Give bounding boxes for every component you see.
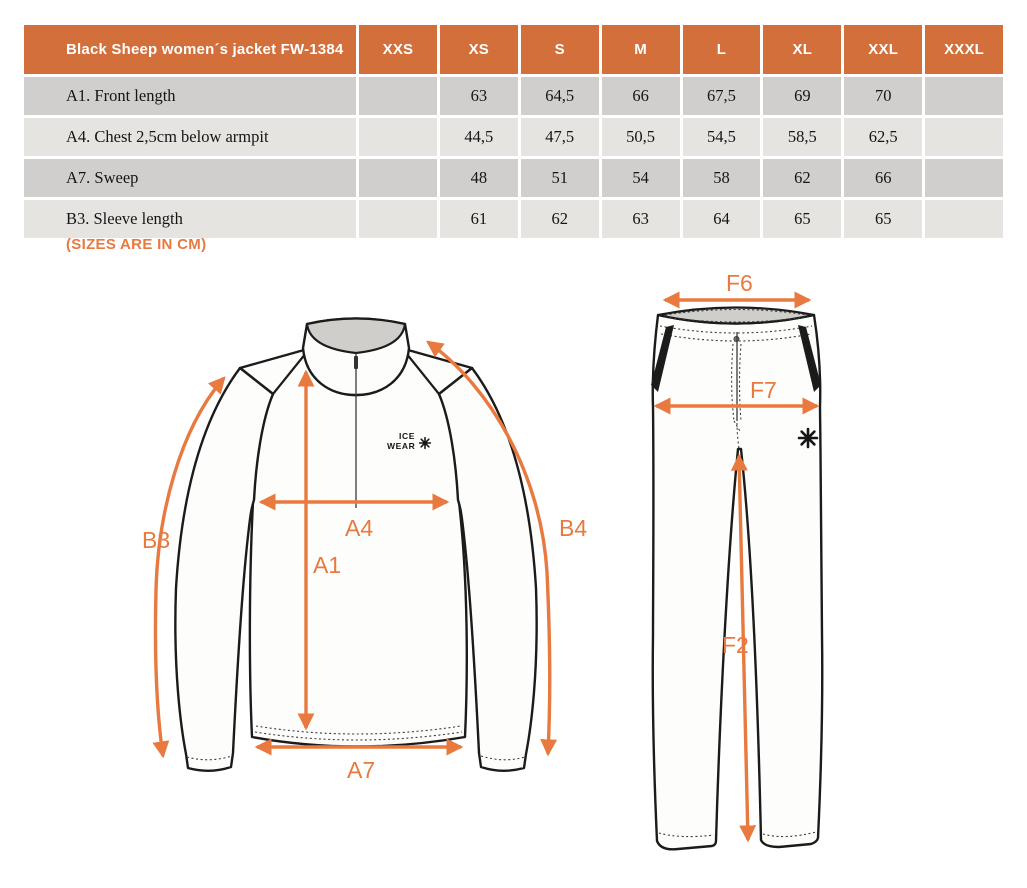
size-value-cell: 54 (602, 159, 680, 197)
row-label-cell: A7. Sweep (24, 159, 356, 197)
size-value-cell: 67,5 (683, 77, 761, 115)
logo-text-ice: ICE (399, 431, 415, 441)
size-header-cell-s: S (521, 25, 599, 74)
size-value-cell: 48 (440, 159, 518, 197)
f7-label: F7 (750, 377, 777, 403)
size-value-cell: 54,5 (683, 118, 761, 156)
size-value-cell (359, 118, 437, 156)
table-row-front-length (24, 77, 1003, 115)
size-value-cell (925, 77, 1003, 115)
size-header-cell-xxxl: XXXL (925, 25, 1003, 74)
sizes-note: (SIZES ARE IN CM) (66, 236, 207, 253)
snowflake-icon (799, 429, 817, 447)
size-value-cell (359, 77, 437, 115)
row-label-cell: B3. Sleeve length (24, 200, 356, 238)
size-value-cell: 61 (440, 200, 518, 238)
size-value-cell: 63 (602, 200, 680, 238)
table-row-chest (24, 118, 1003, 156)
size-value-cell: 65 (844, 200, 922, 238)
zipper-pull (354, 356, 358, 369)
size-value-cell: 64,5 (521, 77, 599, 115)
size-value-cell: 70 (844, 77, 922, 115)
jacket-diagram (140, 290, 620, 810)
f2-label: F2 (722, 632, 749, 658)
size-value-cell (925, 200, 1003, 238)
b4-label: B4 (559, 515, 588, 541)
logo-text-wear: WEAR (387, 441, 416, 451)
size-header-cell-m: M (602, 25, 680, 74)
f6-label: F6 (726, 270, 753, 296)
size-value-cell: 47,5 (521, 118, 599, 156)
table-row-sweep (24, 159, 1003, 197)
size-header-cell-xxs: XXS (359, 25, 437, 74)
row-label-cell: A4. Chest 2,5cm below armpit (24, 118, 356, 156)
row-label-cell: A1. Front length (24, 77, 356, 115)
size-value-cell (925, 118, 1003, 156)
size-value-cell (925, 159, 1003, 197)
snowflake-icon (420, 438, 431, 449)
size-value-cell: 66 (844, 159, 922, 197)
size-value-cell: 58 (683, 159, 761, 197)
a7-label: A7 (347, 757, 376, 783)
b3-label: B3 (142, 527, 171, 553)
table-title-cell: Black Sheep women´s jacket FW-1384 (24, 25, 356, 74)
size-value-cell: 62,5 (844, 118, 922, 156)
size-value-cell: 51 (521, 159, 599, 197)
size-value-cell: 62 (763, 159, 841, 197)
size-value-cell: 66 (602, 77, 680, 115)
size-header-cell-xs: XS (440, 25, 518, 74)
size-value-cell (359, 200, 437, 238)
size-value-cell: 63 (440, 77, 518, 115)
pants-diagram (620, 270, 920, 875)
a4-label: A4 (345, 515, 374, 541)
size-value-cell (359, 159, 437, 197)
size-value-cell: 69 (763, 77, 841, 115)
size-header-cell-l: L (683, 25, 761, 74)
a1-label: A1 (313, 552, 342, 578)
table-row-sleeve-length (24, 200, 1003, 238)
size-value-cell: 44,5 (440, 118, 518, 156)
size-header-cell-xl: XL (763, 25, 841, 74)
size-value-cell: 65 (763, 200, 841, 238)
size-value-cell: 64 (683, 200, 761, 238)
size-header-cell-xxl: XXL (844, 25, 922, 74)
size-value-cell: 62 (521, 200, 599, 238)
table-header-row (24, 25, 1003, 74)
size-table (21, 22, 1006, 241)
size-value-cell: 50,5 (602, 118, 680, 156)
size-value-cell: 58,5 (763, 118, 841, 156)
